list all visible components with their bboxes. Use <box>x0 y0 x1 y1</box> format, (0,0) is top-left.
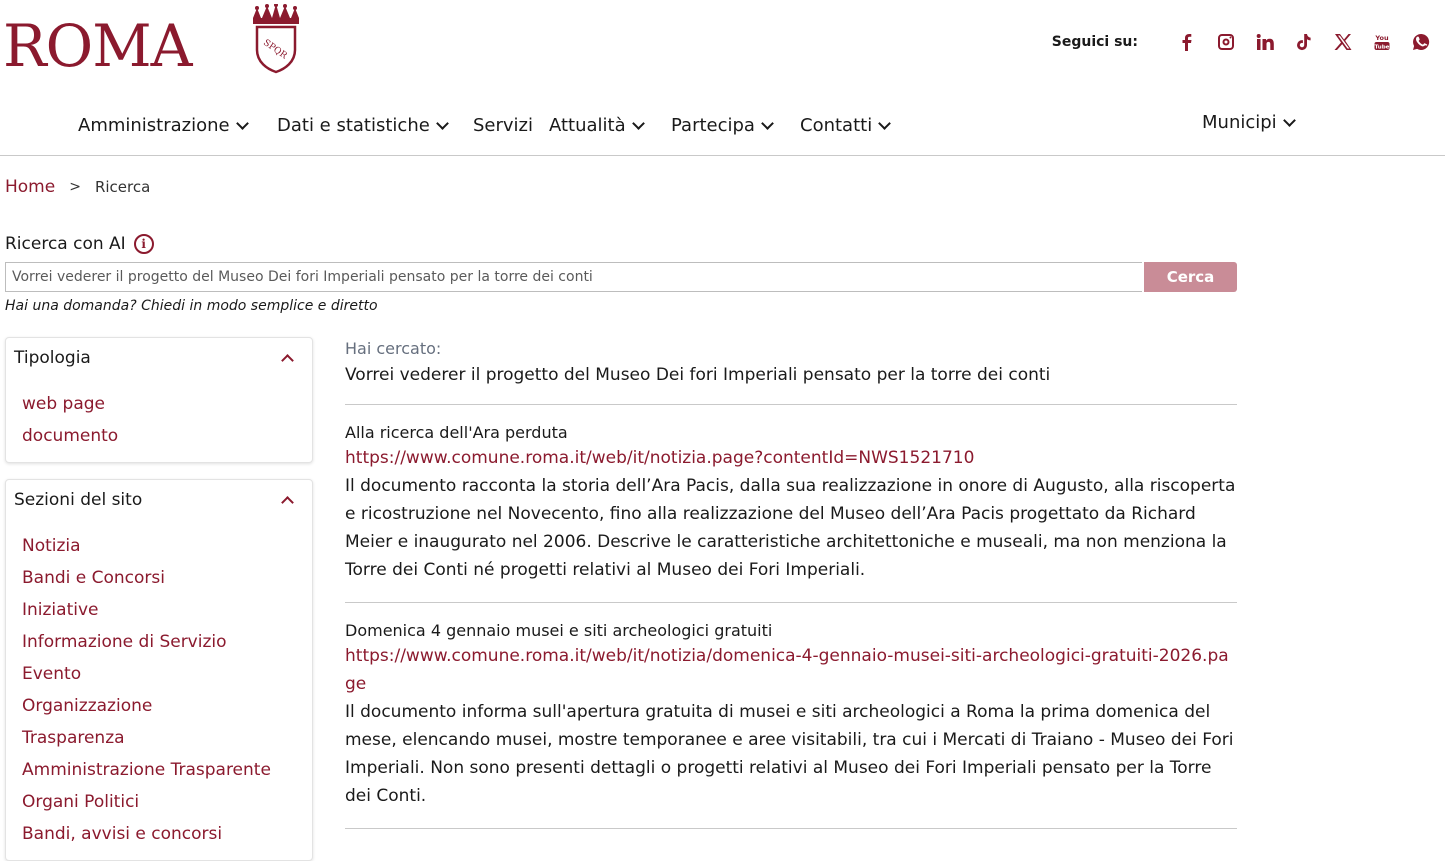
chevron-down-icon <box>632 117 645 130</box>
facet-list <box>22 388 118 452</box>
facet-link-informazione-servizio[interactable]: Informazione di Servizio <box>22 632 227 652</box>
query-label: Hai cercato: <box>345 339 442 358</box>
result-title: Alla ricerca dell'Ara perduta <box>345 423 568 442</box>
facet-link-evento[interactable]: Evento <box>22 664 82 684</box>
nav-amministrazione[interactable] <box>78 115 247 136</box>
social-bar <box>1052 32 1431 52</box>
result-description: Il documento racconta la storia dell’Ara Pacis, dalla sua realizzazione in onore di Augusto, alla riscoperta e ricostruzione nel Novecento, fino alla realizzazione del Museo dell’Ara Pacis progettato da Richard Meier e inaugurato nel 2006. Descrive le caratteristiche architettoniche e museali, ma non menziona la Torre dei Conti né progetti relativi al Museo dei Fori Imperiali. <box>345 476 1236 580</box>
nav-label: Contatti <box>800 115 873 136</box>
nav-label: Amministrazione <box>78 115 230 136</box>
chevron-up-icon[interactable] <box>281 496 294 509</box>
chevron-up-icon[interactable] <box>281 354 294 367</box>
ai-search-input[interactable]: Vorrei vederer il progetto del Museo Dei fori Imperiali pensato per la torre dei conti <box>5 262 1142 292</box>
breadcrumb-home[interactable]: Home <box>5 177 56 197</box>
nav-contatti[interactable] <box>800 115 889 136</box>
chevron-down-icon <box>236 117 249 130</box>
nav-label: Attualità <box>549 115 626 136</box>
search-button[interactable]: Cerca <box>1144 262 1237 292</box>
facet-link-organi-politici[interactable]: Organi Politici <box>22 792 140 812</box>
breadcrumb <box>5 177 150 197</box>
svg-text:You: You <box>1375 34 1389 42</box>
nav-label: Partecipa <box>671 115 755 136</box>
instagram-icon[interactable] <box>1216 32 1236 52</box>
chevron-down-icon <box>1283 114 1296 127</box>
nav-label: Servizi <box>473 115 534 136</box>
nav-partecipa[interactable] <box>671 115 772 136</box>
chevron-down-icon <box>878 117 891 130</box>
facet-sezioni <box>5 479 313 861</box>
svg-text:Tube: Tube <box>1374 44 1390 51</box>
nav-attualita[interactable] <box>549 115 643 136</box>
result-description: Il documento informa sull'apertura gratuita di musei e siti archeologici a Roma la prima domenica del mese, elencando musei, mostre temporanee e aree visitabili, tra cui i Mercati di Traiano - Museo dei Fori Imperiali. Non sono presenti dettagli o progetti relativi al Museo dei Fori Imperiali pensato per la Torre dei Conti. <box>345 702 1234 806</box>
facet-link-notizia[interactable]: Notizia <box>22 536 81 556</box>
tiktok-icon[interactable] <box>1294 32 1314 52</box>
facet-link-bandi-concorsi[interactable]: Bandi e Concorsi <box>22 568 165 588</box>
query-text: Vorrei vederer il progetto del Museo Dei fori Imperiali pensato per la torre dei conti <box>345 365 1051 385</box>
chevron-down-icon <box>436 117 449 130</box>
ai-search-label-row <box>5 234 154 254</box>
result-item <box>345 405 1237 602</box>
emblem-text: SPQR <box>261 37 289 62</box>
info-icon[interactable]: i <box>134 234 154 254</box>
spqr-emblem-icon[interactable] <box>249 4 303 74</box>
nav-dati-statistiche[interactable] <box>277 115 447 136</box>
roma-logo[interactable]: ROMA <box>3 12 192 80</box>
ai-search-hint: Hai una domanda? Chiedi in modo semplice e diretto <box>5 298 378 314</box>
facet-title[interactable]: Sezioni del sito <box>14 490 143 510</box>
nav-label: Dati e statistiche <box>277 115 430 136</box>
facet-link-organizzazione[interactable]: Organizzazione <box>22 696 153 716</box>
facet-link-documento[interactable]: documento <box>22 426 119 446</box>
result-title: Domenica 4 gennaio musei e siti archeologici gratuiti <box>345 621 773 640</box>
ai-search-label: Ricerca con AI <box>5 234 126 254</box>
result-item <box>345 603 1237 828</box>
result-link[interactable]: https://www.comune.roma.it/web/it/notizia.page?contentId=NWS1521710 <box>345 448 975 468</box>
x-icon[interactable] <box>1333 32 1353 52</box>
linkedin-icon[interactable] <box>1255 32 1275 52</box>
facet-list <box>22 530 271 850</box>
nav-label: Municipi <box>1202 112 1277 133</box>
social-label: Seguici su: <box>1051 34 1138 50</box>
main-nav <box>0 100 1445 156</box>
facet-title[interactable]: Tipologia <box>14 348 91 368</box>
facet-link-web-page[interactable]: web page <box>22 394 106 414</box>
facet-link-amministrazione-trasparente[interactable]: Amministrazione Trasparente <box>22 760 271 780</box>
chevron-down-icon <box>761 117 774 130</box>
nav-municipi[interactable] <box>1202 112 1294 133</box>
facebook-icon[interactable] <box>1177 32 1197 52</box>
breadcrumb-separator: > <box>69 179 81 195</box>
whatsapp-icon[interactable] <box>1411 32 1431 52</box>
nav-servizi[interactable] <box>473 115 533 136</box>
facet-tipologia <box>5 337 313 463</box>
facet-link-trasparenza[interactable]: Trasparenza <box>22 728 125 748</box>
divider <box>345 828 1237 829</box>
facet-link-bandi-avvisi[interactable]: Bandi, avvisi e concorsi <box>22 824 223 844</box>
youtube-icon[interactable] <box>1372 32 1392 52</box>
breadcrumb-current: Ricerca <box>94 178 151 196</box>
result-link[interactable]: https://www.comune.roma.it/web/it/notizia/domenica-4-gennaio-musei-siti-archeologici-gratuiti-2026.page <box>345 646 1229 694</box>
facet-link-iniziative[interactable]: Iniziative <box>22 600 99 620</box>
search-results <box>345 338 1237 829</box>
